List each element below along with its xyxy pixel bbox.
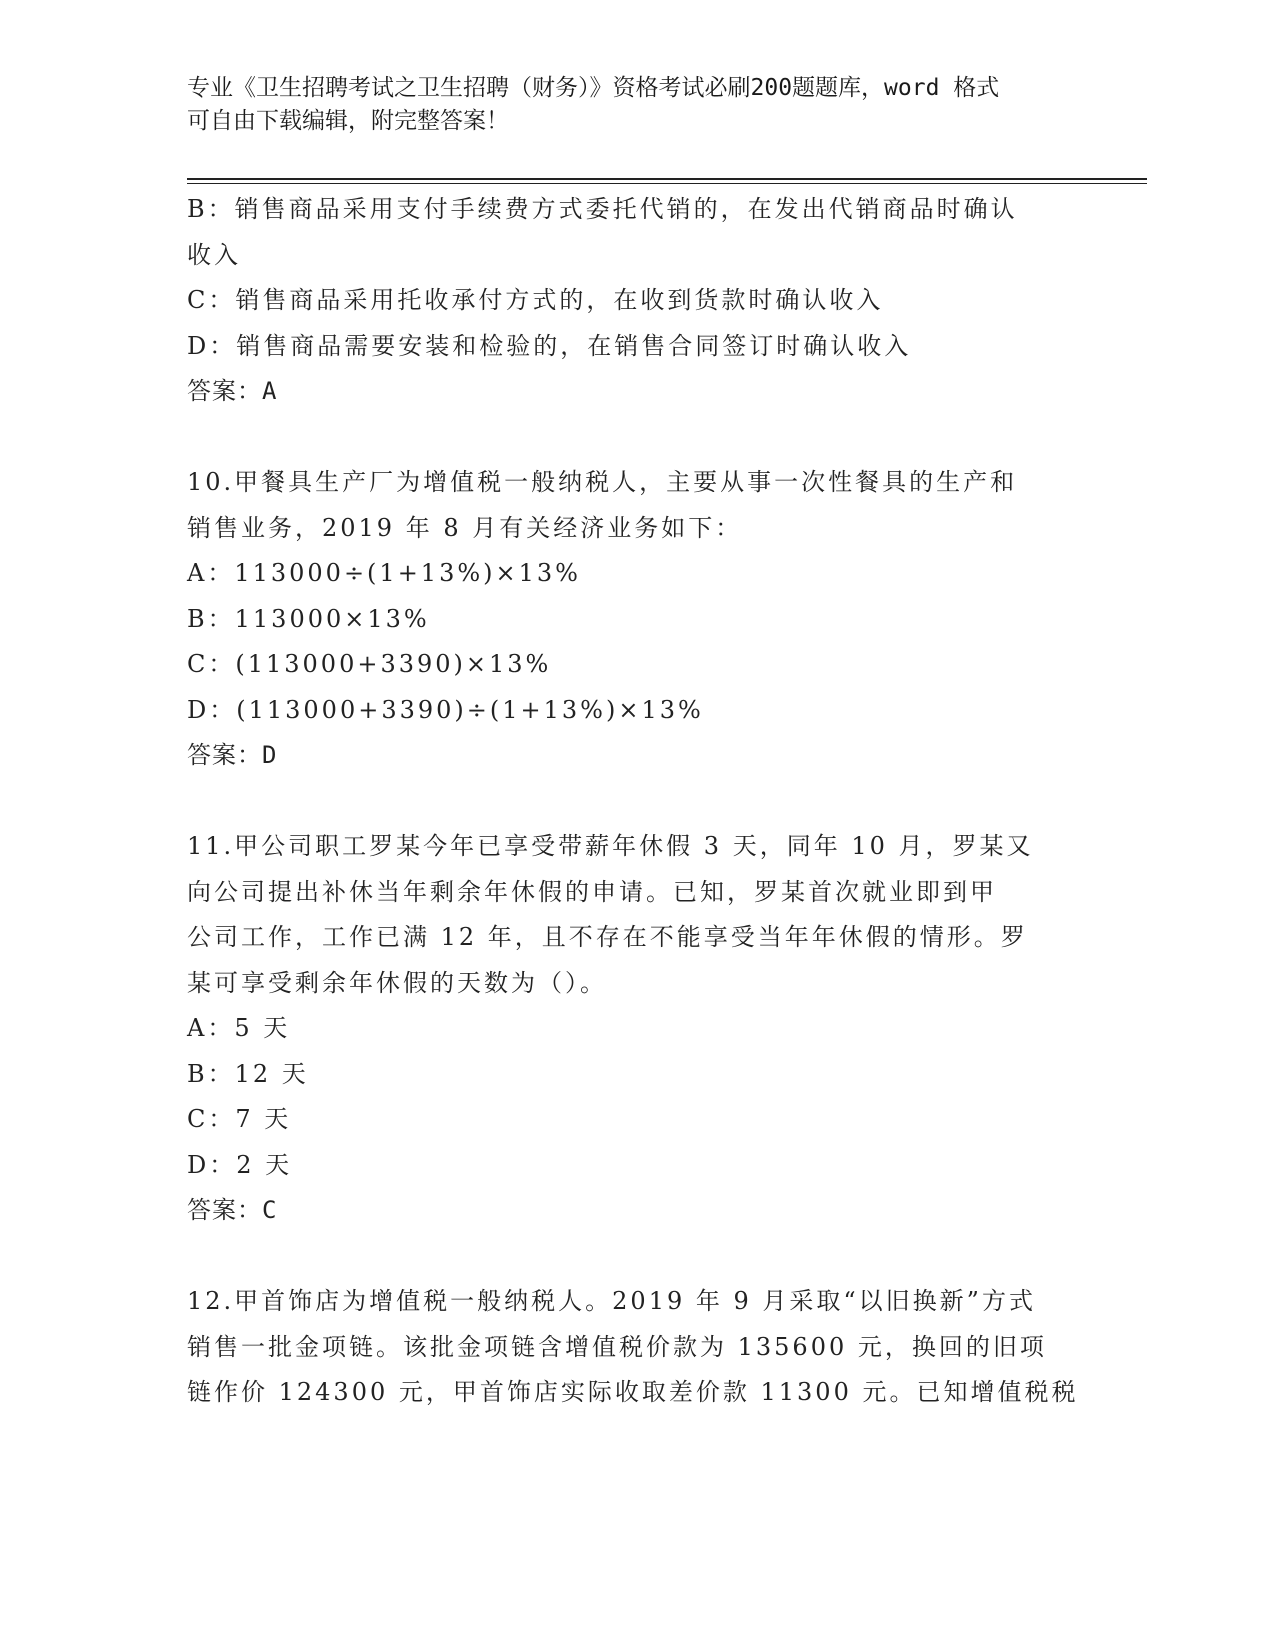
- option-b: B：销售商品采用支付手续费方式委托代销的，在发出代销商品时确认: [187, 195, 1018, 223]
- question-stem-continued: 销售一批金项链。该批金项链含增值税价款为 135600 元，换回的旧项: [187, 1332, 1047, 1361]
- question-stem-continued: 公司工作，工作已满 12 年，且不存在不能享受当年年休假的情形。罗: [187, 923, 1028, 951]
- question-stem-continued: 链作价 124300 元，甲首饰店实际收取差价款 11300 元。已知增值税税: [187, 1378, 1079, 1406]
- option-b-continued: 收入: [187, 240, 241, 269]
- answer: 答案：C: [187, 1196, 278, 1224]
- option-b: B：113000×13%: [187, 604, 430, 633]
- question-stem-continued: 销售业务，2019 年 8 月有关经济业务如下：: [187, 513, 743, 542]
- option-d: D：(113000+3390)÷(1+13%)×13%: [187, 695, 704, 724]
- document-body: [187, 187, 1087, 1416]
- header-divider: [187, 178, 1147, 180]
- question-10: [187, 460, 1087, 779]
- spacer: [187, 779, 1087, 825]
- option-d: D：销售商品需要安装和检验的，在销售合同签订时确认收入: [187, 331, 912, 360]
- question-12: [187, 1279, 1087, 1416]
- question-9-continued: [187, 187, 1087, 415]
- answer: 答案：D: [187, 741, 278, 769]
- header-title-line-2: 可自由下载编辑，附完整答案！: [187, 108, 509, 134]
- question-stem: 12.甲首饰店为增值税一般纳税人。2019 年 9 月采取“以旧换新”方式: [187, 1287, 1036, 1315]
- option-a: A：113000÷(1+13%)×13%: [187, 559, 581, 587]
- page-header: [187, 72, 1067, 138]
- question-stem: 11.甲公司职工罗某今年已享受带薪年休假 3 天，同年 10 月，罗某又: [187, 832, 1034, 860]
- option-c: C：(113000+3390)×13%: [187, 650, 552, 678]
- option-c: C：7 天: [187, 1105, 292, 1133]
- question-11: [187, 824, 1087, 1234]
- header-divider-thin: [187, 183, 1147, 184]
- spacer: [187, 415, 1087, 461]
- option-b: B：12 天: [187, 1059, 309, 1088]
- option-a: A：5 天: [187, 1014, 291, 1042]
- option-c: C：销售商品采用托收承付方式的，在收到货款时确认收入: [187, 286, 884, 314]
- answer: 答案：A: [187, 377, 278, 405]
- header-title-line-1: 专业《卫生招聘考试之卫生招聘（财务）》资格考试必刷200题题库，word 格式: [187, 75, 1000, 101]
- option-d: D：2 天: [187, 1150, 293, 1179]
- question-stem-continued: 向公司提出补休当年剩余年休假的申请。已知，罗某首次就业即到甲: [187, 877, 997, 906]
- question-stem: 10.甲餐具生产厂为增值税一般纳税人，主要从事一次性餐具的生产和: [187, 468, 1018, 496]
- question-stem-continued: 某可享受剩余年休假的天数为（）。: [187, 968, 607, 997]
- spacer: [187, 1234, 1087, 1280]
